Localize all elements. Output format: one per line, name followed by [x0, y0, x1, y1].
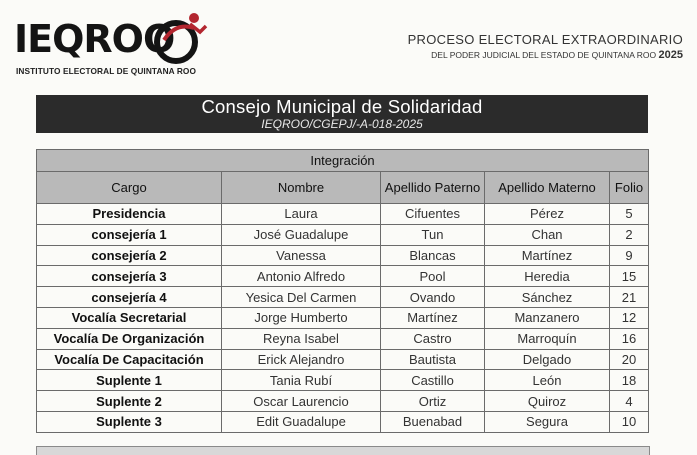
column-header-cargo: Cargo	[37, 172, 222, 204]
nombre-cell: Erick Alejandro	[222, 349, 381, 370]
process-title: PROCESO ELECTORAL EXTRAORDINARIO	[407, 32, 683, 47]
nombre-cell: Jorge Humberto	[222, 307, 381, 328]
apellido-paterno-cell: Blancas	[381, 245, 485, 266]
apellido-paterno-cell: Pool	[381, 266, 485, 287]
ieqroo-logo	[12, 8, 212, 78]
apellido-paterno-cell: Cifuentes	[381, 204, 485, 225]
folio-cell: 10	[610, 411, 649, 432]
apellido-materno-cell: Sánchez	[485, 287, 610, 308]
cargo-cell: Vocalía Secretarial	[37, 307, 222, 328]
apellido-materno-cell: Segura	[485, 411, 610, 432]
next-section-bar	[36, 446, 650, 455]
council-name: Consejo Municipal de Solidaridad	[201, 96, 483, 117]
apellido-materno-cell: Quiroz	[485, 391, 610, 412]
folio-cell: 4	[610, 391, 649, 412]
apellido-materno-cell: Marroquín	[485, 328, 610, 349]
nombre-cell: Tania Rubí	[222, 370, 381, 391]
apellido-paterno-cell: Tun	[381, 224, 485, 245]
folio-cell: 2	[610, 224, 649, 245]
column-header-apellido-materno: Apellido Materno	[485, 172, 610, 204]
table-row	[37, 287, 649, 308]
nombre-cell: Laura	[222, 204, 381, 225]
apellido-paterno-cell: Castro	[381, 328, 485, 349]
nombre-cell: Reyna Isabel	[222, 328, 381, 349]
apellido-materno-cell: Martínez	[485, 245, 610, 266]
folio-cell: 9	[610, 245, 649, 266]
apellido-paterno-cell: Martínez	[381, 307, 485, 328]
cargo-cell: consejería 2	[37, 245, 222, 266]
apellido-materno-cell: Delgado	[485, 349, 610, 370]
table-row	[37, 245, 649, 266]
table-row	[37, 391, 649, 412]
apellido-materno-cell: Pérez	[485, 204, 610, 225]
folio-cell: 21	[610, 287, 649, 308]
apellido-paterno-cell: Ortiz	[381, 391, 485, 412]
cargo-cell: consejería 4	[37, 287, 222, 308]
column-header-nombre: Nombre	[222, 172, 381, 204]
cargo-cell: Suplente 2	[37, 391, 222, 412]
folio-cell: 5	[610, 204, 649, 225]
cargo-cell: consejería 1	[37, 224, 222, 245]
nombre-cell: José Guadalupe	[222, 224, 381, 245]
process-year: 2025	[658, 49, 683, 61]
cargo-cell: Vocalía De Capacitación	[37, 349, 222, 370]
table-row	[37, 328, 649, 349]
process-subtitle	[408, 49, 683, 61]
apellido-materno-cell: León	[485, 370, 610, 391]
table-row	[37, 224, 649, 245]
process-subtitle-text: DEL PODER JUDICIAL DEL ESTADO DE QUINTANA ROO	[431, 50, 657, 60]
cargo-cell: Suplente 3	[37, 411, 222, 432]
table-row	[37, 307, 649, 328]
table-caption: Integración	[37, 150, 649, 172]
table-header-row	[37, 172, 649, 204]
folio-cell: 20	[610, 349, 649, 370]
council-banner	[36, 95, 648, 133]
apellido-materno-cell: Manzanero	[485, 307, 610, 328]
nombre-cell: Vanessa	[222, 245, 381, 266]
cargo-cell: Vocalía De Organización	[37, 328, 222, 349]
apellido-materno-cell: Chan	[485, 224, 610, 245]
process-heading	[408, 32, 683, 61]
nombre-cell: Edit Guadalupe	[222, 411, 381, 432]
apellido-paterno-cell: Castillo	[381, 370, 485, 391]
integration-table	[36, 149, 649, 433]
table-row	[37, 204, 649, 225]
apellido-materno-cell: Heredia	[485, 266, 610, 287]
table-row	[37, 411, 649, 432]
cargo-cell: Suplente 1	[37, 370, 222, 391]
table-row	[37, 370, 649, 391]
apellido-paterno-cell: Buenabad	[381, 411, 485, 432]
cargo-cell: Presidencia	[37, 204, 222, 225]
apellido-paterno-cell: Bautista	[381, 349, 485, 370]
column-header-apellido-paterno: Apellido Paterno	[381, 172, 485, 204]
logo-subtitle: INSTITUTO ELECTORAL DE QUINTANA ROO	[16, 66, 197, 76]
nombre-cell: Antonio Alfredo	[222, 266, 381, 287]
logo-wordmark: IEQROO	[14, 17, 175, 61]
cargo-cell: consejería 3	[37, 266, 222, 287]
logo-emblem-icon	[154, 10, 214, 66]
council-code: IEQROO/CGEPJ/-A-018-2025	[261, 117, 423, 131]
folio-cell: 12	[610, 307, 649, 328]
folio-cell: 15	[610, 266, 649, 287]
nombre-cell: Yesica Del Carmen	[222, 287, 381, 308]
folio-cell: 18	[610, 370, 649, 391]
folio-cell: 16	[610, 328, 649, 349]
table-row	[37, 266, 649, 287]
column-header-folio: Folio	[610, 172, 649, 204]
apellido-paterno-cell: Ovando	[381, 287, 485, 308]
table-row	[37, 349, 649, 370]
nombre-cell: Oscar Laurencio	[222, 391, 381, 412]
